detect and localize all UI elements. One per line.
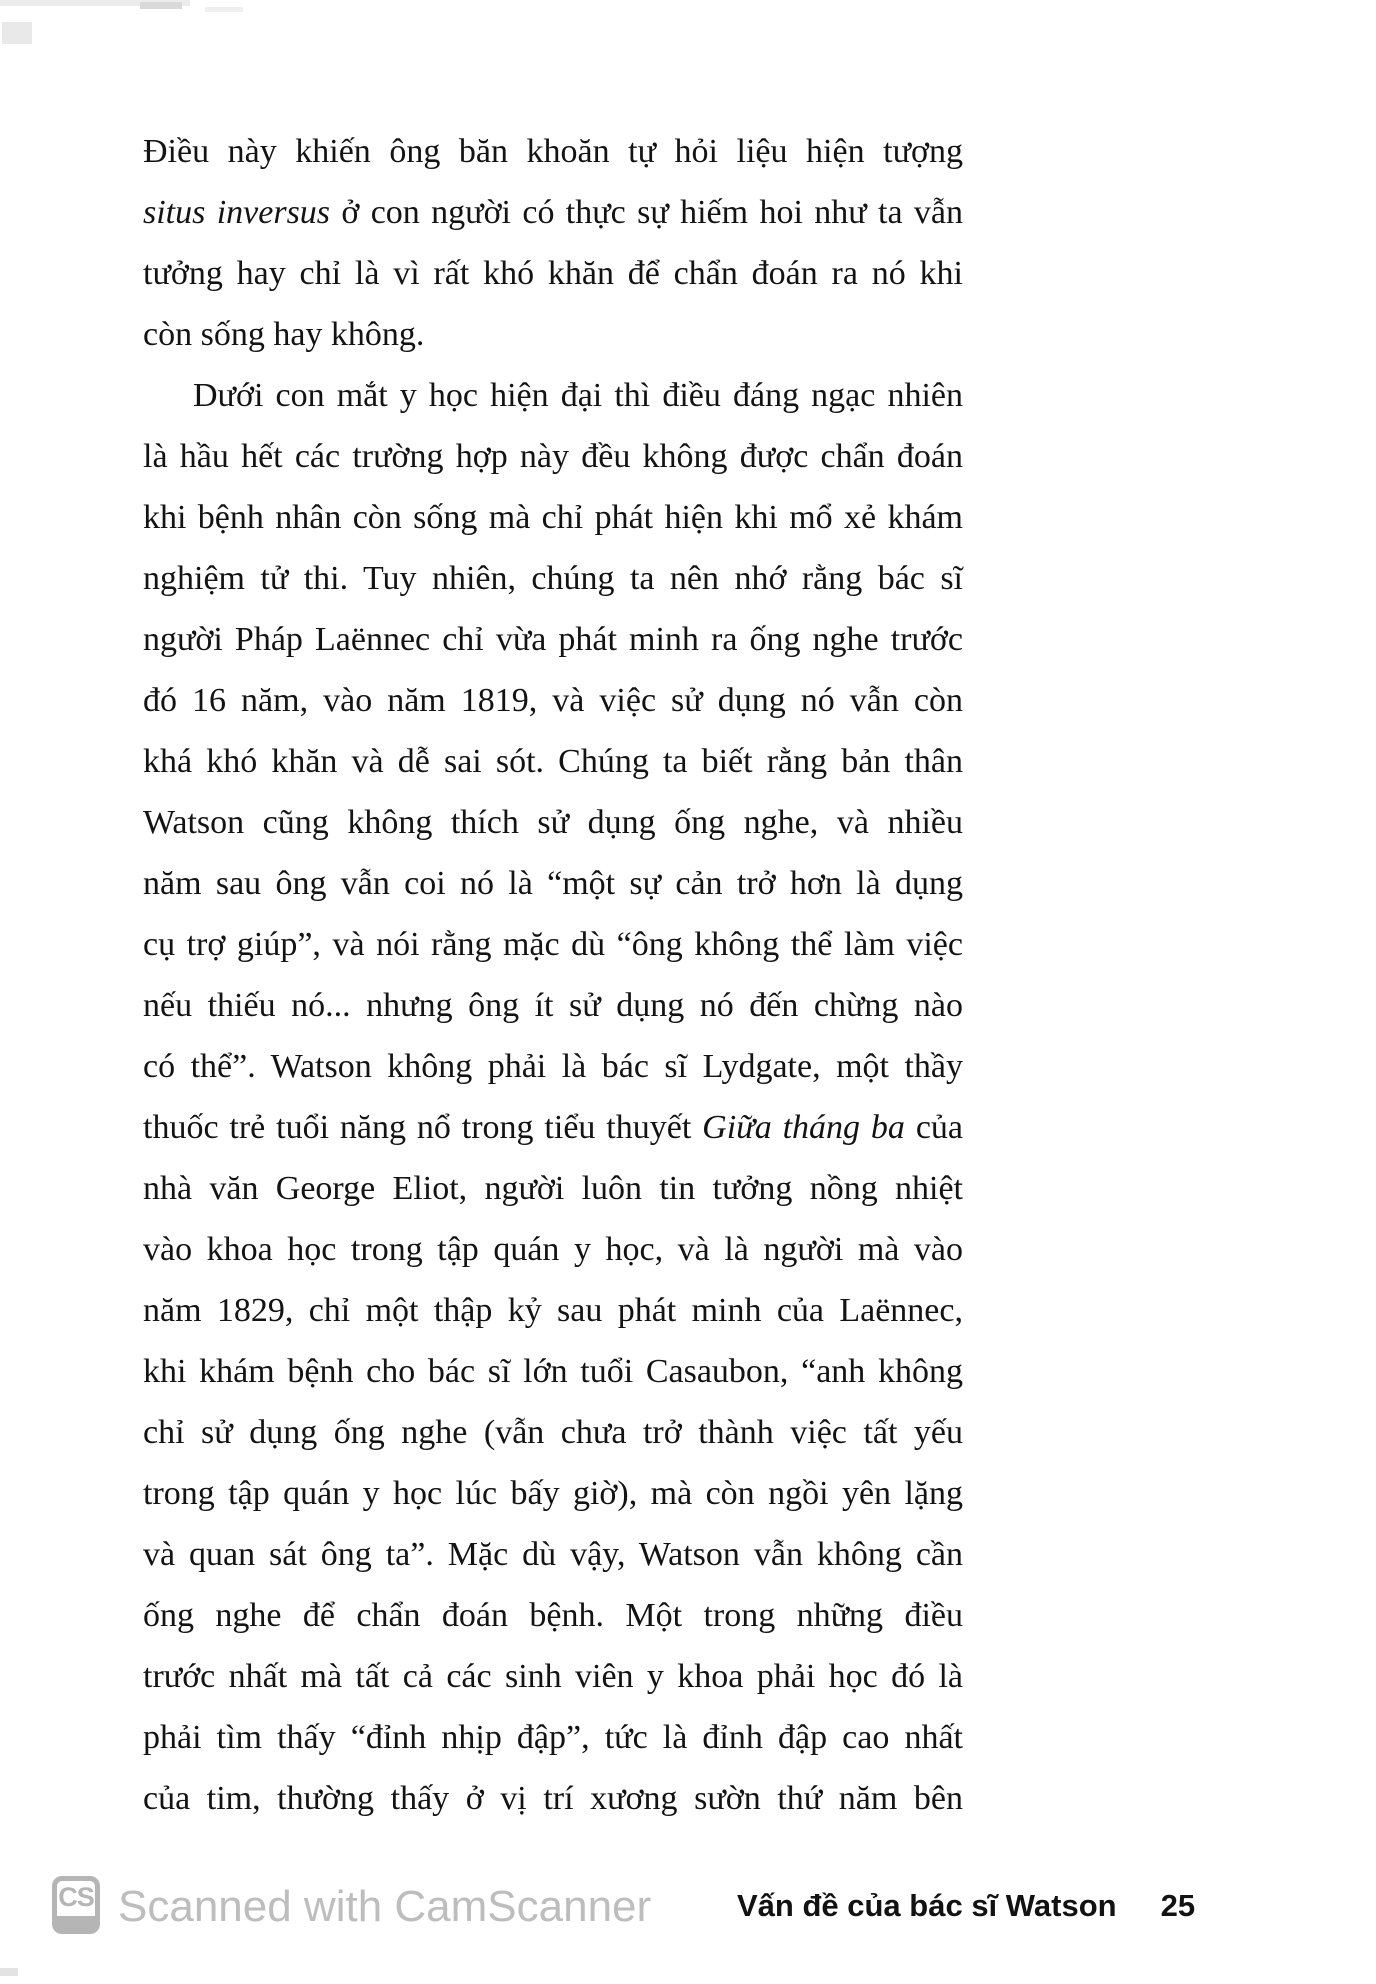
text-line <box>143 1768 963 1829</box>
text-segment: năm sau ông vẫn coi nó là “một sự cản trở hơn là dụng <box>143 865 963 902</box>
text-segment: trong tập quán y học lúc bấy giờ), mà còn ngồi yên lặng <box>143 1475 963 1512</box>
text-segment: khi bệnh nhân còn sống mà chỉ phát hiện khi mổ xẻ khám <box>143 499 963 536</box>
text-segment: và quan sát ông ta”. Mặc dù vậy, Watson vẫn không cần <box>143 1536 963 1573</box>
text-line <box>143 1280 963 1341</box>
text-segment: là hầu hết các trường hợp này đều không được chẩn đoán <box>143 438 963 475</box>
camscanner-watermark: Scanned with CamScanner <box>118 1882 652 1931</box>
text-line <box>143 1524 963 1585</box>
italic-text-segment: situs inversus <box>143 194 331 231</box>
text-segment: khi khám bệnh cho bác sĩ lớn tuổi Casaubon, “anh không <box>143 1353 963 1390</box>
text-line <box>143 1585 963 1646</box>
camscanner-logo-letters: CS <box>58 1882 94 1912</box>
text-segment: nếu thiếu nó... nhưng ông ít sử dụng nó đến chừng nào <box>143 987 963 1024</box>
text-line <box>143 792 963 853</box>
text-segment: cụ trợ giúp”, và nói rằng mặc dù “ông không thể làm việc <box>143 926 963 963</box>
scan-artifact <box>2 22 32 44</box>
text-line <box>143 1646 963 1707</box>
text-line <box>143 426 963 487</box>
page-footer <box>737 1888 1195 1924</box>
text-segment: ở con người có thực sự hiếm hoi như ta vẫn <box>330 194 963 231</box>
text-line <box>143 1097 963 1158</box>
text-line <box>143 670 963 731</box>
text-line <box>143 1402 963 1463</box>
scan-artifact <box>205 7 243 12</box>
text-line <box>143 1219 963 1280</box>
text-segment: nhà văn George Eliot, người luôn tin tưởng nồng nhiệt <box>143 1170 963 1207</box>
text-line <box>143 1158 963 1219</box>
text-line <box>143 975 963 1036</box>
text-segment: ống nghe để chẩn đoán bệnh. Một trong những điều <box>143 1597 963 1634</box>
scan-artifact <box>0 1968 18 1976</box>
text-segment: Dưới con mắt y học hiện đại thì điều đáng ngạc nhiên <box>193 377 963 414</box>
text-segment: có thể”. Watson không phải là bác sĩ Lydgate, một thầy <box>143 1048 963 1085</box>
text-line <box>143 548 963 609</box>
text-line <box>143 914 963 975</box>
text-line <box>143 1707 963 1768</box>
text-segment: còn sống hay không. <box>143 316 425 353</box>
text-line <box>143 1463 963 1524</box>
text-segment: tưởng hay chỉ là vì rất khó khăn để chẩn đoán ra nó khi <box>143 255 963 292</box>
text-segment: người Pháp Laënnec chỉ vừa phát minh ra ống nghe trước <box>143 621 963 658</box>
text-line <box>143 609 963 670</box>
text-line <box>143 182 963 243</box>
text-segment: năm 1829, chỉ một thập kỷ sau phát minh của Laënnec, <box>143 1292 963 1329</box>
text-line <box>143 1036 963 1097</box>
text-segment: của <box>904 1109 963 1146</box>
text-segment: vào khoa học trong tập quán y học, và là người mà vào <box>143 1231 963 1268</box>
text-segment: nghiệm tử thi. Tuy nhiên, chúng ta nên nhớ rằng bác sĩ <box>143 560 963 597</box>
page-number: 25 <box>1160 1888 1196 1923</box>
text-line <box>143 304 963 365</box>
text-line <box>143 121 963 182</box>
body-text <box>143 121 963 1829</box>
text-line <box>143 731 963 792</box>
running-title: Vấn đề của bác sĩ Watson <box>737 1888 1117 1923</box>
text-segment: Watson cũng không thích sử dụng ống nghe, và nhiều <box>143 804 963 841</box>
text-segment: chỉ sử dụng ống nghe (vẫn chưa trở thành việc tất yếu <box>143 1414 963 1451</box>
text-line <box>143 487 963 548</box>
text-segment: trước nhất mà tất cả các sinh viên y khoa phải học đó là <box>143 1658 963 1695</box>
text-segment: khá khó khăn và dễ sai sót. Chúng ta biết rằng bản thân <box>143 743 963 780</box>
text-segment: đó 16 năm, vào năm 1819, và việc sử dụng nó vẫn còn <box>143 682 963 719</box>
scan-artifact <box>140 2 182 9</box>
text-line <box>143 243 963 304</box>
text-segment: Điều này khiến ông băn khoăn tự hỏi liệu hiện tượng <box>143 133 963 170</box>
text-segment: phải tìm thấy “đỉnh nhịp đập”, tức là đỉnh đập cao nhất <box>143 1719 963 1756</box>
camscanner-logo-icon <box>52 1876 100 1934</box>
text-line <box>143 1341 963 1402</box>
text-line <box>143 853 963 914</box>
camscanner-logo-bar <box>57 1916 95 1929</box>
text-segment: của tim, thường thấy ở vị trí xương sườn thứ năm bên <box>143 1780 963 1817</box>
text-line <box>143 365 963 426</box>
text-segment: thuốc trẻ tuổi năng nổ trong tiểu thuyết <box>143 1109 703 1146</box>
italic-text-segment: Giữa tháng ba <box>702 1109 905 1146</box>
